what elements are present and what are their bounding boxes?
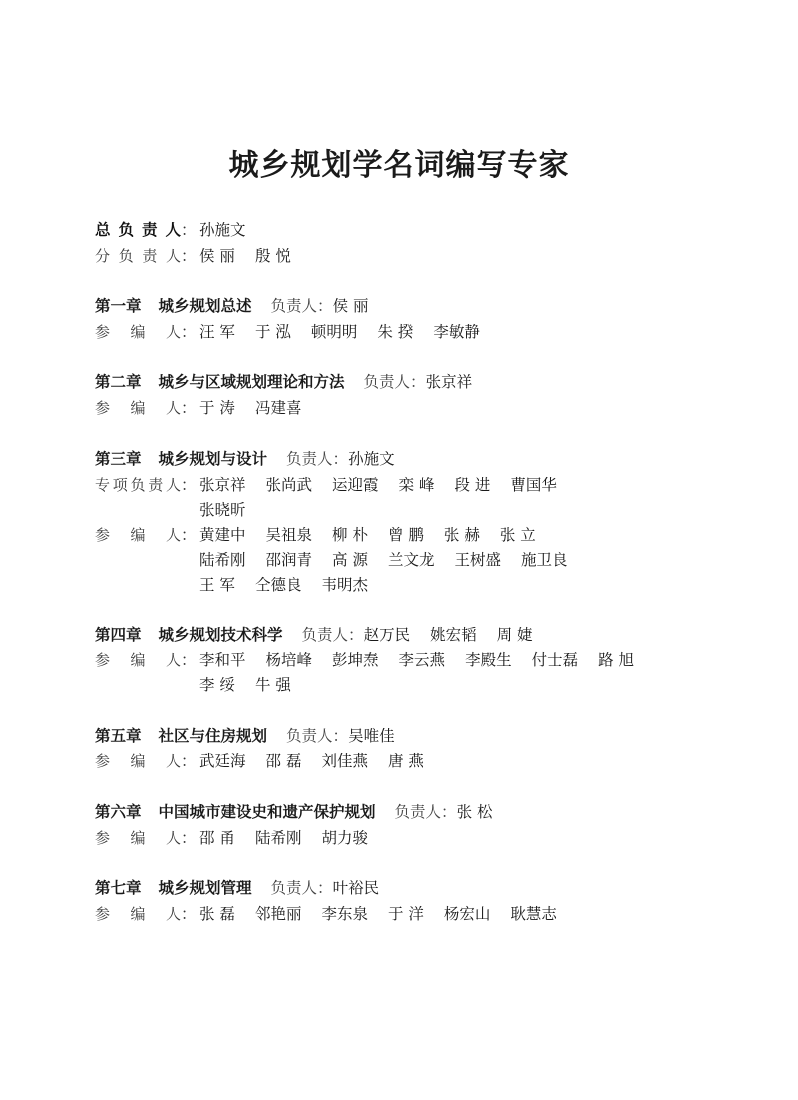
editor-names	[199, 905, 557, 923]
resp-names	[333, 297, 369, 315]
colon: ：	[332, 450, 349, 468]
person-name: 栾 峰	[398, 476, 435, 494]
resp-names	[426, 373, 473, 391]
colon: ：	[181, 752, 197, 770]
chapter-title: 城乡规划技术科学	[158, 626, 283, 644]
person-name: 于 涛	[199, 399, 235, 417]
chief-label: 总负责人	[95, 221, 181, 239]
person-name: 孙施文	[199, 221, 246, 239]
person-name: 张尚武	[265, 476, 313, 494]
person-name: 韦明杰	[321, 576, 368, 594]
person-name: 曹国华	[510, 476, 557, 494]
editor-names	[199, 829, 368, 847]
person-name: 胡力骏	[321, 829, 368, 847]
person-name: 兰文龙	[387, 551, 435, 569]
editor-label: 参编人	[95, 323, 181, 341]
resp-names	[333, 879, 380, 897]
editor-line	[95, 749, 424, 773]
person-name: 刘佳燕	[321, 752, 368, 770]
page-title: 城乡规划学名词编写专家	[228, 148, 570, 183]
editor-names	[199, 323, 480, 341]
resp-names	[348, 450, 395, 468]
person-name: 路 旭	[598, 651, 635, 669]
person-name: 吴祖泉	[265, 526, 313, 544]
person-name: 侯 丽	[199, 247, 235, 265]
person-name: 殷 悦	[254, 247, 291, 265]
person-name: 邵 磊	[265, 752, 302, 770]
special-lead-names	[199, 501, 246, 519]
person-name: 孙施文	[348, 450, 395, 468]
chapter-title: 城乡与区域规划理论和方法	[158, 373, 345, 391]
person-name: 邻艳丽	[254, 905, 302, 923]
chapter-number: 第三章	[95, 450, 142, 468]
colon: ：	[181, 651, 197, 669]
editor-line	[95, 523, 536, 547]
person-name: 仝德良	[254, 576, 302, 594]
sub-lead-line	[95, 244, 291, 268]
chapter-heading	[95, 623, 533, 647]
resp-label: 负责人	[301, 626, 349, 644]
person-name: 运迎霞	[332, 476, 379, 494]
person-name: 侯 丽	[332, 297, 369, 315]
person-name: 陆希刚	[254, 829, 302, 847]
person-name: 邵润青	[265, 551, 313, 569]
person-name: 杨宏山	[443, 905, 491, 923]
person-name: 朱 揆	[377, 323, 414, 341]
person-name: 张晓昕	[199, 501, 246, 519]
chapter-title: 中国城市建设史和遗产保护规划	[158, 803, 376, 821]
colon: ：	[410, 373, 426, 391]
chief-names	[199, 221, 246, 239]
person-name: 李云燕	[398, 651, 446, 669]
colon: ：	[332, 727, 349, 745]
special-lead-label: 专项负责人	[95, 476, 181, 494]
person-name: 武廷海	[199, 752, 246, 770]
chapter-heading	[95, 876, 379, 900]
colon: ：	[181, 476, 197, 494]
person-name: 赵万民	[363, 626, 411, 644]
editor-line	[95, 396, 301, 420]
chapter-number: 第六章	[95, 803, 142, 821]
colon: ：	[181, 399, 197, 417]
editor-line-cont	[95, 573, 368, 597]
editor-names	[199, 651, 634, 669]
chapter-title: 社区与住房规划	[158, 727, 268, 745]
person-name: 高 源	[332, 551, 368, 569]
resp-label: 负责人	[270, 879, 318, 897]
colon: ：	[317, 879, 333, 897]
resp-label: 负责人	[286, 450, 333, 468]
resp-names	[457, 803, 493, 821]
person-name: 李东泉	[321, 905, 368, 923]
person-name: 冯建喜	[254, 399, 302, 417]
editor-line	[95, 826, 368, 850]
colon: ：	[348, 626, 364, 644]
editor-names	[199, 399, 301, 417]
colon: ：	[181, 526, 197, 544]
person-name: 吴唯佳	[348, 727, 395, 745]
editor-line	[95, 648, 634, 672]
resp-label: 负责人	[394, 803, 442, 821]
person-name: 汪 军	[199, 323, 235, 341]
special-lead-line-cont	[95, 498, 246, 522]
colon: ：	[181, 829, 197, 847]
editor-label: 参编人	[95, 752, 181, 770]
person-name: 王树盛	[454, 551, 501, 569]
chapter-heading	[95, 447, 395, 471]
chapter-number: 第二章	[95, 373, 142, 391]
colon: ：	[181, 221, 197, 239]
colon: ：	[181, 323, 197, 341]
colon: ：	[181, 247, 197, 265]
resp-label: 负责人	[286, 727, 333, 745]
person-name: 周 婕	[496, 626, 533, 644]
person-name: 黄建中	[199, 526, 246, 544]
person-name: 顿明明	[310, 323, 358, 341]
editor-line	[95, 902, 557, 926]
person-name: 李 绥	[199, 676, 235, 694]
chapter-number: 第七章	[95, 879, 142, 897]
person-name: 耿慧志	[510, 905, 557, 923]
person-name: 段 进	[454, 476, 491, 494]
editor-label: 参编人	[95, 526, 181, 544]
editor-names	[199, 551, 568, 569]
person-name: 王 军	[199, 576, 235, 594]
person-name: 唐 燕	[387, 752, 424, 770]
person-name: 李敏静	[433, 323, 480, 341]
chapter-heading	[95, 370, 472, 394]
person-name: 杨培峰	[265, 651, 313, 669]
editor-names	[199, 526, 536, 544]
person-name: 于 洋	[387, 905, 424, 923]
editor-line-cont	[95, 548, 568, 572]
person-name: 张 赫	[443, 526, 480, 544]
editor-names	[199, 752, 424, 770]
colon: ：	[441, 803, 457, 821]
editor-line-cont	[95, 673, 291, 697]
editor-names	[199, 576, 368, 594]
person-name: 李和平	[199, 651, 246, 669]
chapter-heading	[95, 800, 493, 824]
person-name: 张 立	[499, 526, 536, 544]
person-name: 彭坤焘	[332, 651, 379, 669]
person-name: 付士磊	[531, 651, 579, 669]
person-name: 张京祥	[199, 476, 246, 494]
resp-label: 负责人	[363, 373, 411, 391]
person-name: 张 磊	[199, 905, 235, 923]
person-name: 柳 朴	[332, 526, 368, 544]
person-name: 张京祥	[425, 373, 473, 391]
person-name: 叶裕民	[332, 879, 380, 897]
chapter-heading	[95, 724, 395, 748]
sub-lead-names	[199, 247, 291, 265]
chapter-title: 城乡规划总述	[158, 297, 252, 315]
chapter-number: 第一章	[95, 297, 142, 315]
editor-line	[95, 320, 480, 344]
person-name: 陆希刚	[199, 551, 246, 569]
resp-names	[364, 626, 533, 644]
chapter-number: 第五章	[95, 727, 142, 745]
person-name: 曾 鹏	[387, 526, 424, 544]
person-name: 于 泓	[254, 323, 291, 341]
chapter-title: 城乡规划与设计	[158, 450, 268, 468]
person-name: 李殿生	[465, 651, 512, 669]
resp-names	[348, 727, 395, 745]
person-name: 姚宏韬	[430, 626, 477, 644]
chapter-title: 城乡规划管理	[158, 879, 252, 897]
sub-lead-label: 分负责人	[95, 247, 181, 265]
special-lead-names	[199, 476, 557, 494]
person-name: 施卫良	[521, 551, 568, 569]
editor-label: 参编人	[95, 651, 181, 669]
special-lead-line	[95, 473, 557, 497]
chapter-heading	[95, 294, 369, 318]
chief-line	[95, 218, 246, 242]
chapter-number: 第四章	[95, 626, 142, 644]
resp-label: 负责人	[270, 297, 318, 315]
editor-label: 参编人	[95, 829, 181, 847]
person-name: 牛 强	[254, 676, 291, 694]
editor-names	[199, 676, 291, 694]
colon: ：	[181, 905, 197, 923]
editor-label: 参编人	[95, 399, 181, 417]
person-name: 邵 甬	[199, 829, 235, 847]
editor-label: 参编人	[95, 905, 181, 923]
colon: ：	[317, 297, 333, 315]
person-name: 张 松	[456, 803, 493, 821]
